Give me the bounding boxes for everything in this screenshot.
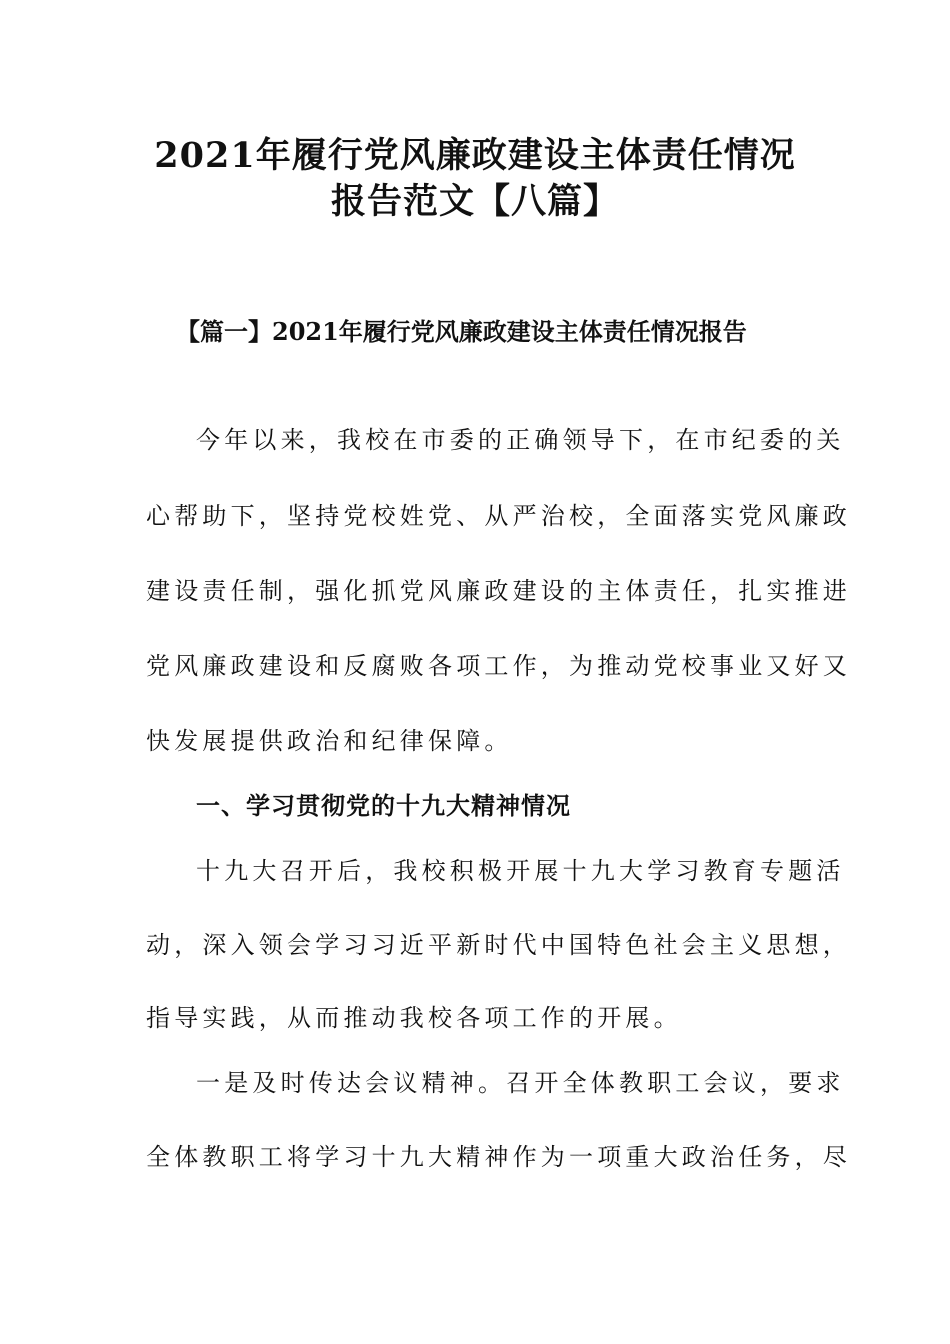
section-title: 【篇一】2021年履行党风廉政建设主体责任情况报告 [176, 317, 747, 346]
paragraph-line: 今年以来，我校在市委的正确领导下，在市纪委的关 [196, 426, 845, 454]
document-title-line-1: 2021年履行党风廉政建设主体责任情况 [154, 135, 796, 176]
document-title-line-2: 报告范文【八篇】 [330, 181, 619, 222]
paragraph-line: 建设责任制，强化抓党风廉政建设的主体责任，扎实推进 [146, 577, 851, 605]
paragraph-line: 指导实践，从而推动我校各项工作的开展。 [146, 1004, 682, 1032]
paragraph-line: 动，深入领会学习习近平新时代中国特色社会主义思想， [146, 931, 851, 959]
paragraph-line: 一是及时传达会议精神。召开全体教职工会议，要求 [196, 1069, 845, 1097]
paragraph-line: 全体教职工将学习十九大精神作为一项重大政治任务，尽 [146, 1143, 851, 1171]
paragraph-line: 十九大召开后，我校积极开展十九大学习教育专题活 [196, 857, 845, 885]
paragraph-line: 心帮助下，坚持党校姓党、从严治校，全面落实党风廉政 [146, 502, 851, 530]
paragraph-line: 快发展提供政治和纪律保障。 [146, 727, 513, 755]
paragraph-line: 党风廉政建设和反腐败各项工作，为推动党校事业又好又 [146, 652, 851, 680]
subsection-heading: 一、学习贯彻党的十九大精神情况 [196, 791, 571, 820]
